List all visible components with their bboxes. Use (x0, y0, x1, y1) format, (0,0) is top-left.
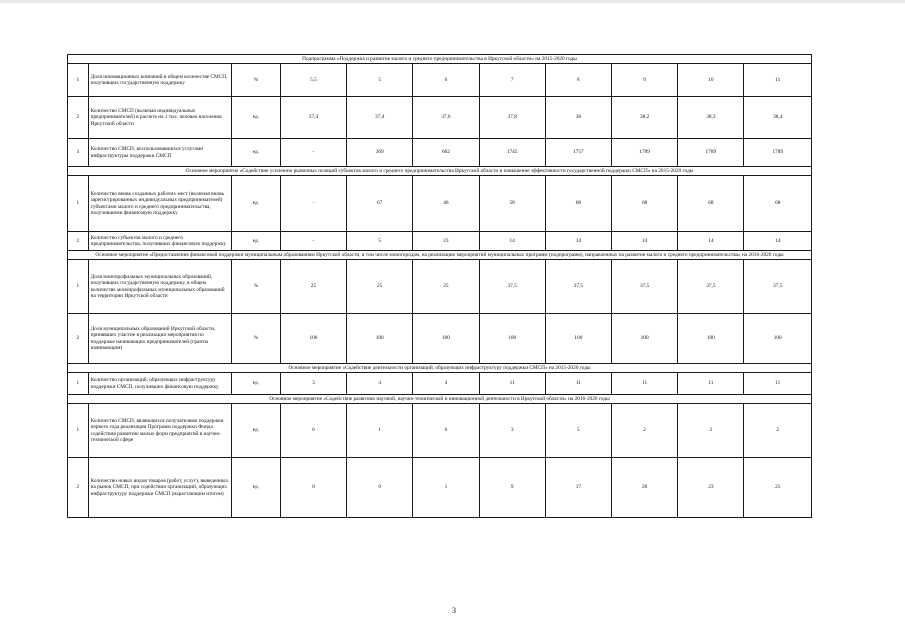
value-cell: 5 (347, 232, 413, 251)
section-header-row (68, 364, 812, 373)
table-row (68, 176, 812, 232)
page-number: 3 (452, 606, 456, 615)
table-row (68, 373, 812, 395)
indicator-name: Количество СМСП (включая индивидуальных предпринимателей) в расчете на 1 тыс. человек населения Иркутской области (88, 97, 231, 139)
table-row (68, 232, 812, 251)
indicator-name: Количество вновь созданных рабочих мест (включая вновь зарегистрированных индивидуальных предпринимателей) субъектами малого и среднего предпринимательства, получившими финансовую поддержку (88, 176, 231, 232)
value-cell: 9 (479, 458, 545, 518)
value-cell: 20 (612, 458, 678, 518)
unit-cell: % (231, 260, 280, 314)
value-cell: 67 (347, 176, 413, 232)
value-cell: 58 (479, 176, 545, 232)
unit-cell: ед. (231, 404, 280, 458)
indicator-name: Количество субъектов малого и среднего предпринимательства, получивших финансовую поддержку (88, 232, 231, 251)
table-row (68, 458, 812, 518)
value-cell: 10 (678, 64, 744, 97)
value-cell: 38,4 (744, 97, 812, 139)
table-row (68, 64, 812, 97)
value-cell: 3 (280, 373, 346, 395)
value-cell: 37,5 (678, 260, 744, 314)
value-cell: 100 (612, 314, 678, 364)
table-row (68, 97, 812, 139)
unit-cell: ед. (231, 232, 280, 251)
section-header-row (68, 167, 812, 176)
value-cell: 0 (280, 458, 346, 518)
indicators-table (67, 54, 812, 518)
unit-cell: ед. (231, 373, 280, 395)
value-cell: 37,4 (280, 97, 346, 139)
value-cell: - (280, 232, 346, 251)
value-cell: 14 (744, 232, 812, 251)
section-header-row (68, 395, 812, 404)
value-cell: 23 (678, 458, 744, 518)
value-cell: 2 (678, 404, 744, 458)
row-number: 2 (68, 458, 89, 518)
value-cell: 37,4 (347, 97, 413, 139)
value-cell: 1745 (479, 139, 545, 167)
indicator-name: Количество новых видов товаров (работ, услуг), выведенных на рынок СМСП, при содействии организаций, образующих инфраструктуру поддержки СМСП (нарастающим итогом) (88, 458, 231, 518)
row-number: 2 (68, 232, 89, 251)
value-cell: 11 (479, 373, 545, 395)
value-cell: - (280, 139, 346, 167)
section-header-row (68, 251, 812, 260)
value-cell: 37,8 (479, 97, 545, 139)
value-cell: 5 (347, 64, 413, 97)
value-cell: 68 (744, 176, 812, 232)
value-cell: 8 (545, 64, 611, 97)
value-cell: 4 (413, 373, 479, 395)
value-cell: 17 (545, 458, 611, 518)
section-title: Подпрограмма «Поддержка и развитие малого и среднего предпринимательства в Иркутской области» на 2015-2020 годы (68, 55, 812, 64)
value-cell: 37,5 (479, 260, 545, 314)
indicator-name: Доля монопрофильных муниципальных образований, получивших государственную поддержку, в общем количестве монопрофильных муниципальных образований на территории Иркутской области (88, 260, 231, 314)
value-cell: 25 (413, 260, 479, 314)
value-cell: 25 (347, 260, 413, 314)
unit-cell: % (231, 314, 280, 364)
value-cell: 11 (678, 373, 744, 395)
value-cell: 100 (347, 314, 413, 364)
unit-cell: ед. (231, 458, 280, 518)
value-cell: 1789 (612, 139, 678, 167)
value-cell: 14 (545, 232, 611, 251)
value-cell: 1789 (678, 139, 744, 167)
value-cell: 100 (545, 314, 611, 364)
section-title: Основное мероприятие «Содействие усилению рыночных позиций субъектов малого и среднего предпринимательства Иркутской области и повышение эффективности государственной поддержки СМСП» на 2015-2020 годы (68, 167, 812, 176)
value-cell: 14 (479, 232, 545, 251)
value-cell: 100 (678, 314, 744, 364)
indicator-name: Доля муниципальных образований Иркутской области, принявших участие в реализации мероприятия по поддержке начинающих предпринимателей (гранты начинающим) (88, 314, 231, 364)
value-cell: 1757 (545, 139, 611, 167)
value-cell: 68 (678, 176, 744, 232)
row-number: 3 (68, 139, 89, 167)
value-cell: 0 (347, 458, 413, 518)
table-row (68, 404, 812, 458)
value-cell: 68 (545, 176, 611, 232)
row-number: 1 (68, 404, 89, 458)
unit-cell: % (231, 64, 280, 97)
value-cell: 6 (413, 404, 479, 458)
value-cell: 4 (347, 373, 413, 395)
value-cell: 6 (413, 64, 479, 97)
value-cell: 14 (612, 232, 678, 251)
value-cell: 2 (612, 404, 678, 458)
section-header-row (68, 55, 812, 64)
unit-cell: ед. (231, 176, 280, 232)
page-top-edge (0, 0, 905, 3)
value-cell: 7 (479, 64, 545, 97)
value-cell: 46 (413, 176, 479, 232)
value-cell: 3 (479, 404, 545, 458)
value-cell: 662 (413, 139, 479, 167)
value-cell: 100 (413, 314, 479, 364)
value-cell: 11 (744, 373, 812, 395)
value-cell: 1 (413, 458, 479, 518)
value-cell: 5 (545, 404, 611, 458)
value-cell: 1789 (744, 139, 812, 167)
section-title: Основное мероприятие «Содействие развитию научной, научно-технической и инновационной деятельности в Иркутской области» на 2016-2020 годы (68, 395, 812, 404)
value-cell: 100 (744, 314, 812, 364)
unit-cell: ед. (231, 97, 280, 139)
value-cell: 37,5 (744, 260, 812, 314)
value-cell: 25 (280, 260, 346, 314)
row-number: 1 (68, 260, 89, 314)
value-cell: 38,3 (678, 97, 744, 139)
value-cell: 6 (280, 404, 346, 458)
value-cell: 68 (612, 176, 678, 232)
section-title: Основное мероприятие «Содействие деятельности организаций, образующих инфраструктуру поддержки СМСП» на 2015-2020 годы (68, 364, 812, 373)
row-number: 1 (68, 64, 89, 97)
value-cell: 11 (545, 373, 611, 395)
indicator-name: Доля инновационных компаний в общем количестве СМСП, получивших государственную поддержку (88, 64, 231, 97)
row-number: 1 (68, 373, 89, 395)
value-cell: 37,5 (612, 260, 678, 314)
table-row (68, 314, 812, 364)
value-cell: 369 (347, 139, 413, 167)
value-cell: 11 (744, 64, 812, 97)
value-cell: 100 (479, 314, 545, 364)
indicator-name: Количество организаций, образующих инфраструктуру поддержки СМСП, получивших финансовую поддержку (88, 373, 231, 395)
value-cell: 23 (413, 232, 479, 251)
indicator-name: Количество СМСП, воспользовавшихся услугами инфраструктуры поддержки СМСП (88, 139, 231, 167)
table-row (68, 139, 812, 167)
row-number: 2 (68, 314, 89, 364)
value-cell: 1 (347, 404, 413, 458)
value-cell: 38 (545, 97, 611, 139)
value-cell: 100 (280, 314, 346, 364)
value-cell: 38,2 (612, 97, 678, 139)
value-cell: 2 (744, 404, 812, 458)
value-cell: 5,5 (280, 64, 346, 97)
unit-cell: ед. (231, 139, 280, 167)
row-number: 1 (68, 176, 89, 232)
value-cell: - (280, 176, 346, 232)
table-row (68, 260, 812, 314)
row-number: 2 (68, 97, 89, 139)
value-cell: 11 (612, 373, 678, 395)
value-cell: 14 (678, 232, 744, 251)
value-cell: 25 (744, 458, 812, 518)
value-cell: 9 (612, 64, 678, 97)
value-cell: 37,6 (413, 97, 479, 139)
indicator-name: Количество СМСП, являющихся получателями поддержки первого года реализации Программ поддержки Фонда содействия развитию малых форм предприятий в научно-технической сфере (88, 404, 231, 458)
value-cell: 37,5 (545, 260, 611, 314)
section-title: Основное мероприятие «Предоставление финансовой поддержки муниципальным образованиям Иркутской области, в том числе моногородам, на реализацию мероприятий муниципальных программ (подпрограмм), направленных на развитие малого и среднего предпринимательства» на 2016-2020 годы (68, 251, 812, 260)
